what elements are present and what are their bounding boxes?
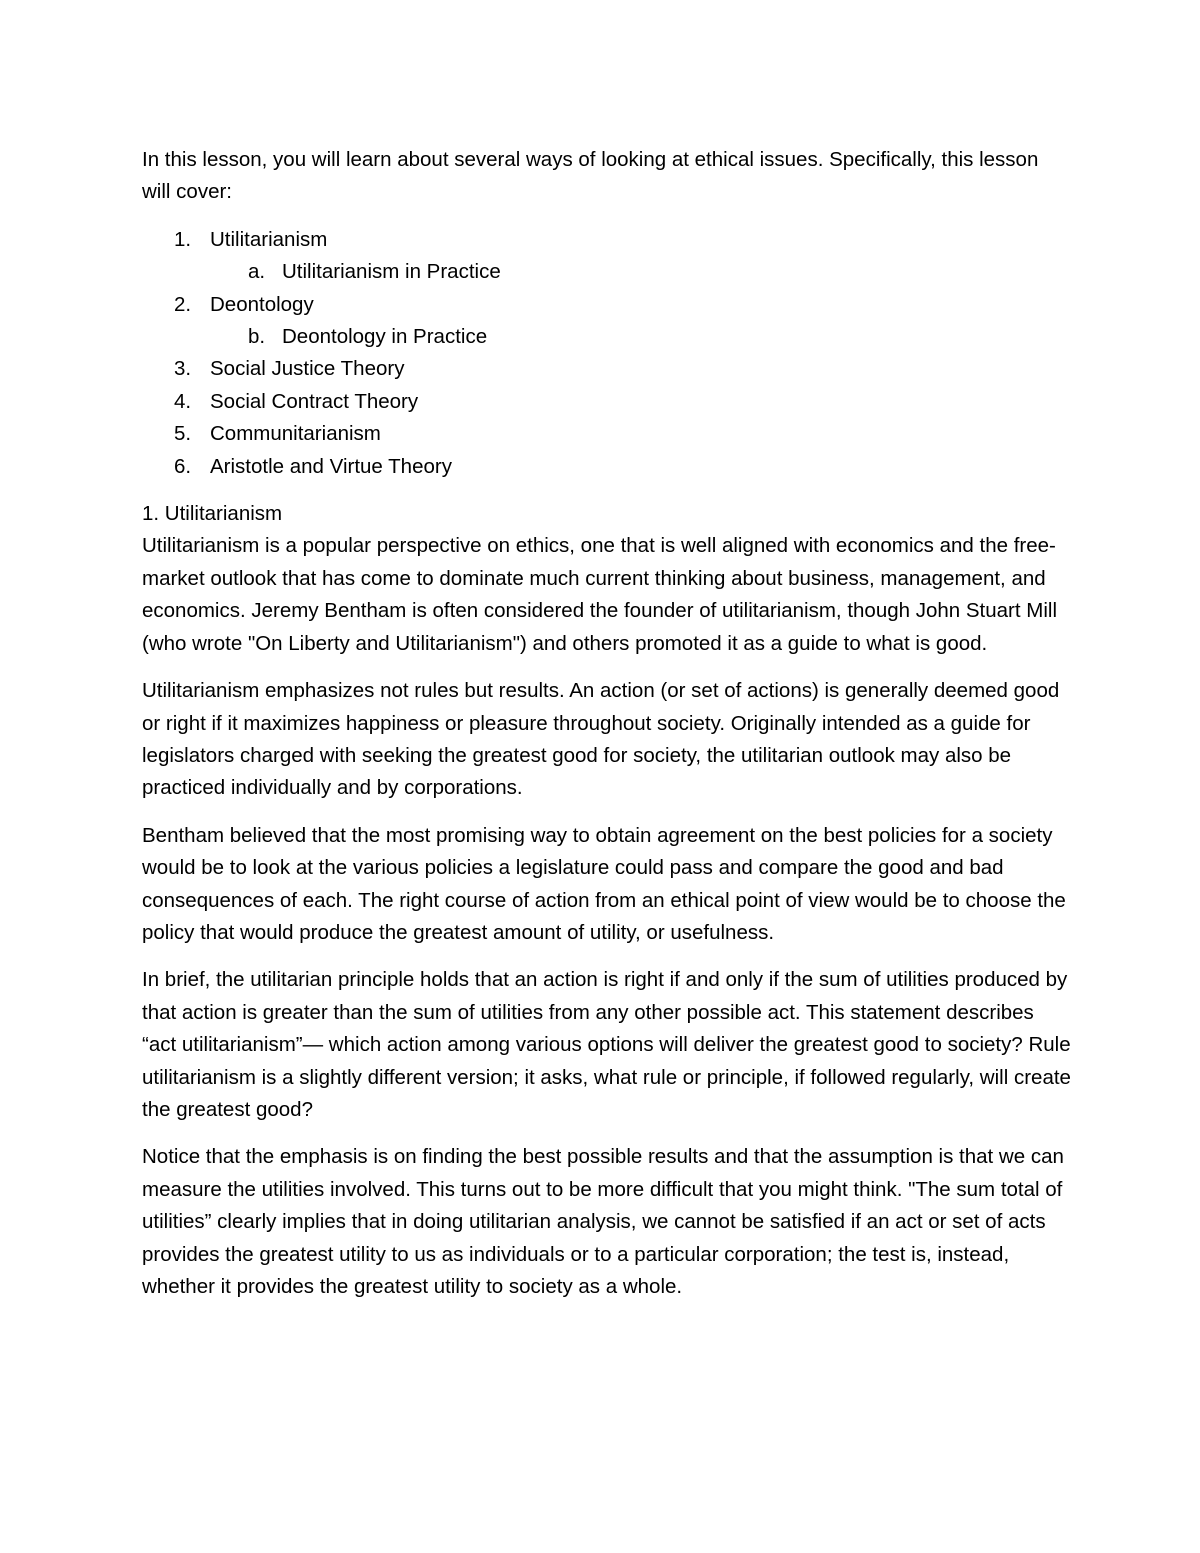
outline-item-label: Communitarianism <box>210 422 381 446</box>
outline-item <box>142 386 1072 418</box>
outline-subitem <box>142 256 1072 288</box>
outline-item-number: 2. <box>174 292 192 316</box>
outline-item-number: 4. <box>174 389 192 413</box>
outline-item <box>142 418 1072 450</box>
outline-subitem-label: Deontology in Practice <box>282 325 488 349</box>
body-paragraph: Notice that the emphasis is on finding the best possible results and that the assumption is that we can measure the utilities involved. This turns out to be more difficult that you might think. "The sum total of utilities” clearly implies that in doing utilitarian analysis, we cannot be satisfied if an act or set of acts provides the greatest utility to us as individuals or to a particular corporation; the test is, instead, whether it provides the greatest utility to society as a whole. <box>142 1145 1064 1298</box>
outline-item-label: Social Justice Theory <box>210 357 405 381</box>
outline-item-number: 1. <box>174 227 192 251</box>
outline-item <box>142 451 1072 483</box>
outline-item <box>142 289 1072 321</box>
body-paragraph: Bentham believed that the most promising way to obtain agreement on the best policies for a society would be to look at the various policies a legislature could pass and compare the good and bad consequences of each. The right course of action from an ethical point of view would be to choose the policy that would produce the greatest amount of utility, or usefulness. <box>142 823 1066 944</box>
outline-subitem <box>142 321 1072 353</box>
section-heading: 1. Utilitarianism <box>142 502 283 526</box>
intro-paragraph: In this lesson, you will learn about several ways of looking at ethical issues. Specifically, this lesson will cover: <box>142 148 1039 204</box>
outline-item-label: Aristotle and Virtue Theory <box>210 454 452 478</box>
body-paragraph: Utilitarianism is a popular perspective on ethics, one that is well aligned with economics and the free-market outlook that has come to dominate much current thinking about business, management, and economics. Jeremy Bentham is often considered the founder of utilitarianism, though John Stuart Mill (who wrote "On Liberty and Utilitarianism") and others promoted it as a guide to what is good. <box>142 534 1057 655</box>
outline-subitem-letter: b. <box>248 325 266 349</box>
body-paragraph: Utilitarianism emphasizes not rules but results. An action (or set of actions) is generally deemed good or right if it maximizes happiness or pleasure throughout society. Originally intended as a guide for legislators charged with seeking the greatest good for society, the utilitarian outlook may also be practiced individually and by corporations. <box>142 679 1060 800</box>
body-paragraph: In brief, the utilitarian principle holds that an action is right if and only if the sum of utilities produced by that action is greater than the sum of utilities from any other possible act. This statement describes “act utilitarianism”— which action among various options will deliver the greatest good to society? Rule utilitarianism is a slightly different version; it asks, what rule or principle, if followed regularly, will create the greatest good? <box>142 968 1071 1121</box>
outline-item-number: 3. <box>174 357 192 381</box>
outline-subitem-label: Utilitarianism in Practice <box>282 260 501 284</box>
document-page <box>142 144 1072 1318</box>
outline-subitem-letter: a. <box>248 260 266 284</box>
outline-item-number: 6. <box>174 454 192 478</box>
outline-item-number: 5. <box>174 422 192 446</box>
outline-item <box>142 224 1072 256</box>
outline-item-label: Deontology <box>210 292 314 316</box>
outline-item-label: Social Contract Theory <box>210 389 419 413</box>
outline-item <box>142 353 1072 385</box>
outline-item-label: Utilitarianism <box>210 227 328 251</box>
lesson-outline-list <box>142 224 1072 483</box>
